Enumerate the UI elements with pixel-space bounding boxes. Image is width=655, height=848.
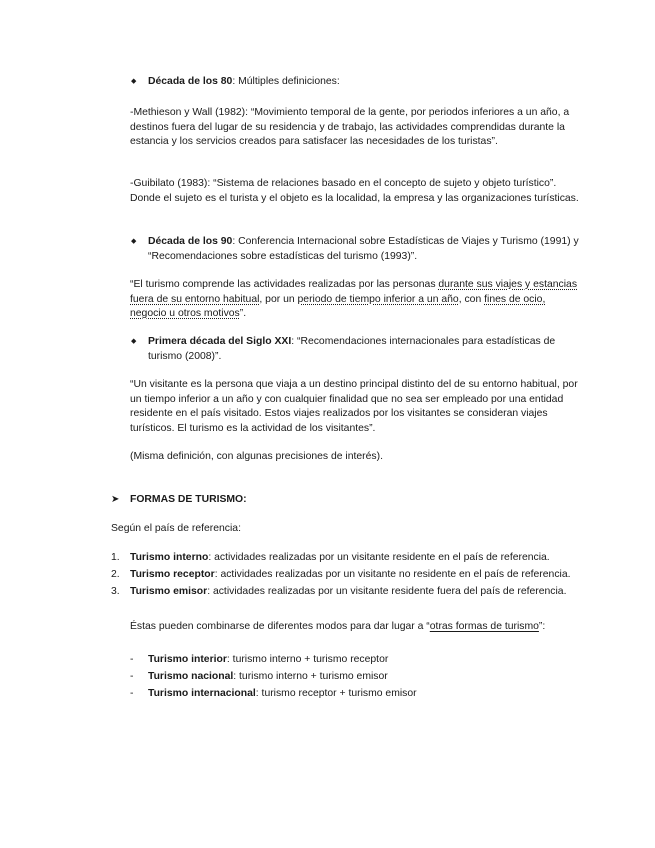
list-item-term: Turismo nacional bbox=[148, 671, 234, 682]
quote-xxi: “Un visitante es la persona que viaja a un destino principal distinto del de su entorno habitual, por un tiempo inferior a un año y con cualquier finalidad que no sea ser empleado por una entidad residente en el país visitado. Estos viajes realizados por los visitantes se consideran viajes turísticos. El turismo es la actividad de los visitantes”. bbox=[130, 379, 578, 434]
list-item-term: Turismo emisor bbox=[130, 586, 208, 597]
list-item bbox=[130, 551, 610, 566]
list-item bbox=[148, 687, 568, 702]
list-item-desc: : actividades realizadas por un visitante no residente en el país de referencia. bbox=[214, 569, 571, 580]
quote-90s-text: , con bbox=[458, 293, 485, 305]
heading-xxi-title: Primera década del Siglo XXI bbox=[148, 336, 292, 347]
heading-90s-rest: : Conferencia Internacional sobre Estadísticas de Viajes y Turismo (1991) y “Recomendaciones sobre estadísticas del turismo (1993)”. bbox=[148, 236, 579, 262]
list-number: 3. bbox=[111, 586, 120, 597]
list-item-desc: : turismo interno + turismo receptor bbox=[226, 654, 389, 665]
bullet-icon: ◆ bbox=[131, 238, 137, 245]
quote-90s bbox=[130, 278, 582, 322]
heading-80s-title: Década de los 80 bbox=[148, 76, 233, 87]
heading-90s bbox=[148, 235, 584, 264]
list-item-term: Turismo interno bbox=[130, 552, 209, 563]
quote-90s-text: , por un bbox=[259, 293, 298, 305]
list-item bbox=[130, 585, 610, 600]
list-item bbox=[130, 568, 610, 583]
combine-text bbox=[130, 620, 600, 635]
quote-90s-underline: fines de ocio, negocio u otros motivos bbox=[130, 293, 546, 320]
list-item-term: Turismo receptor bbox=[130, 569, 215, 580]
combine-underline: otras formas de turismo bbox=[429, 621, 539, 632]
bullet-icon: ◆ bbox=[131, 338, 137, 345]
list-item bbox=[148, 670, 568, 685]
quote-90s-text: ”. bbox=[239, 308, 247, 320]
heading-xxi bbox=[148, 335, 573, 364]
dash-marker: - bbox=[130, 654, 134, 665]
list-number: 2. bbox=[111, 569, 120, 580]
list-item-term: Turismo interior bbox=[148, 654, 227, 665]
list-number: 1. bbox=[111, 552, 120, 563]
heading-80s bbox=[148, 75, 588, 90]
guibilato-definition: -Guibilato (1983): “Sistema de relaciones basado en el concepto de sujeto y objeto turístico”. Donde el sujeto es el turista y el objeto es la localidad, la empresa y las organizaciones turísticas. bbox=[130, 178, 579, 204]
segun-text: Según el país de referencia: bbox=[111, 523, 241, 534]
list-item-desc: : actividades realizadas por un visitante residente en el país de referencia. bbox=[208, 552, 550, 563]
heading-80s-rest: : Múltiples definiciones: bbox=[232, 76, 340, 87]
arrow-bullet-icon: ➤ bbox=[111, 494, 120, 505]
quote-90s-text: “El turismo comprende las actividades realizadas por las personas bbox=[130, 279, 439, 290]
bullet-icon: ◆ bbox=[131, 78, 137, 85]
list-item-desc: : turismo receptor + turismo emisor bbox=[255, 688, 417, 699]
combine-text-part: Éstas pueden combinarse de diferentes modos para dar lugar a “ bbox=[130, 621, 430, 632]
quote-90s-underline: periodo de tiempo inferior a un año bbox=[297, 293, 459, 305]
quote-90s-underline: durante sus viajes y estancias bbox=[438, 279, 578, 290]
dash-marker: - bbox=[130, 671, 134, 682]
list-item-term: Turismo internacional bbox=[148, 688, 256, 699]
heading-xxi-rest: : “Recomendaciones internacionales para estadísticas de turismo (2008)”. bbox=[148, 336, 556, 362]
formas-heading: FORMAS DE TURISMO: bbox=[130, 494, 247, 505]
list-item-desc: : turismo interno + turismo emisor bbox=[233, 671, 388, 682]
heading-90s-title: Década de los 90 bbox=[148, 236, 233, 247]
combine-text-part: ”: bbox=[538, 621, 546, 632]
methieson-definition: -Methieson y Wall (1982): “Movimiento temporal de la gente, por periodos inferiores a un año, a destinos fuera del lugar de su residencia y de trabajo, las actividades comprendidas durante la estancia y los servicios creados para satisfacer las necesidades de los turistas”. bbox=[130, 107, 570, 148]
list-item bbox=[148, 653, 568, 668]
misma-note: (Misma definición, con algunas precisiones de interés). bbox=[130, 451, 383, 462]
dash-marker: - bbox=[130, 688, 134, 699]
list-item-desc: : actividades realizadas por un visitante residente fuera del país de referencia. bbox=[207, 586, 567, 597]
quote-90s-underline: fuera de su entorno habitual bbox=[130, 293, 260, 305]
